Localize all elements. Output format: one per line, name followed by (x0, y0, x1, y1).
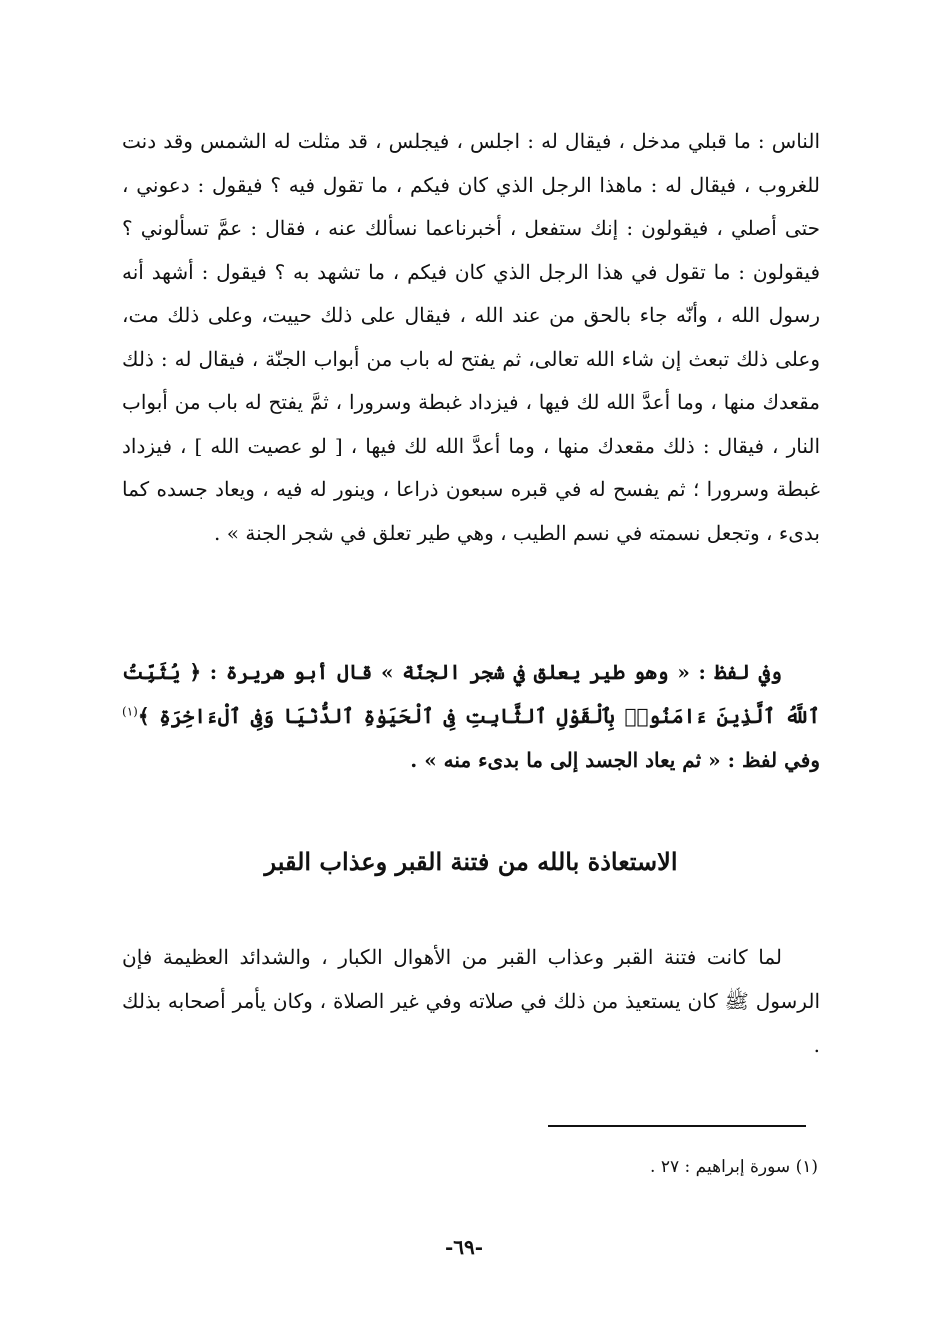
page-number: -٦٩- (444, 1235, 484, 1259)
paragraph-quran-citation (122, 650, 820, 782)
paragraph-hadith-text (122, 120, 820, 555)
section-heading: الاستعاذة بالله من فتنة القبر وعذاب القبر (264, 847, 678, 876)
paragraph-section-intro (122, 935, 820, 1067)
footnote-divider (548, 1125, 806, 1127)
alternate-wording-text: وفي لفظ : « ثم يعاد الجسد إلى ما بدىء منه » . (410, 748, 820, 772)
footnote-reference-marker: (١) (122, 704, 138, 719)
footnote-text: (١) سورة إبراهيم : ٢٧ . (650, 1157, 818, 1177)
paragraph-1-text: الناس : ما قبلي مدخل ، فيقال له : اجلس ، فيجلس ، قد مثلت له الشمس وقد دنت للغروب ، فيقال له : ماهذا الرجل الذي كان فيكم ، ما تقول فيه ؟ فيقول : دعوني ، حتى أصلي ، فيقولون : إنك ستفعل ، أخبرناعما نسألك عنه ، فقال : عمَّ تسألوني ؟ فيقولون : ما تقول في هذا الرجل الذي كان فيكم ، ما تشهد به ؟ فيقول : أشهد أنه رسول الله ، وأنّه جاء بالحق من عند الله ، فيقال على ذلك حييت، وعلى ذلك مت، وعلى ذلك تبعث إن شاء الله تعالى، ثم يفتح له باب من أبواب الجنّة ، فيقال له : ذلك مقعدك منها ، وما أعدَّ الله لك فيها ، فيزداد غبطة وسرورا ، ثمَّ يفتح له باب من أبواب النار ، فيقال : ذلك مقعدك منها ، وما أعدَّ الله لك فيها ، [ لو عصيت الله ] ، فيزداد غبطة وسرورا ؛ ثم يفسح له في قبره سبعون ذراعا ، وينور له فيه ، ويعاد جسده كما بدىء ، وتجعل نسمته في نسم الطيب ، وهي طير تعلق في شجر الجنة » . (122, 129, 820, 545)
quran-verse-text: وفي لفظ : « وهو طير يعلق في شجر الجنّة » قال أبو هريرة : ﴿ يُثَبِّتُ ٱللَّهُ ٱلَّذِينَ ءَامَنُوا۟ بِٱلْقَوْلِ ٱلثَّابِتِ فِى ٱلْحَيَوٰةِ ٱلدُّنْيَا وَفِى ٱلْءَاخِرَةِ ﴾ (122, 660, 820, 728)
paragraph-3-text: لما كانت فتنة القبر وعذاب القبر من الأهوال الكبار ، والشدائد العظيمة فإن الرسول ﷺ كان يستعيذ من ذلك في صلاته وفي غير الصلاة ، وكان يأمر أصحابه بذلك . (122, 945, 820, 1057)
